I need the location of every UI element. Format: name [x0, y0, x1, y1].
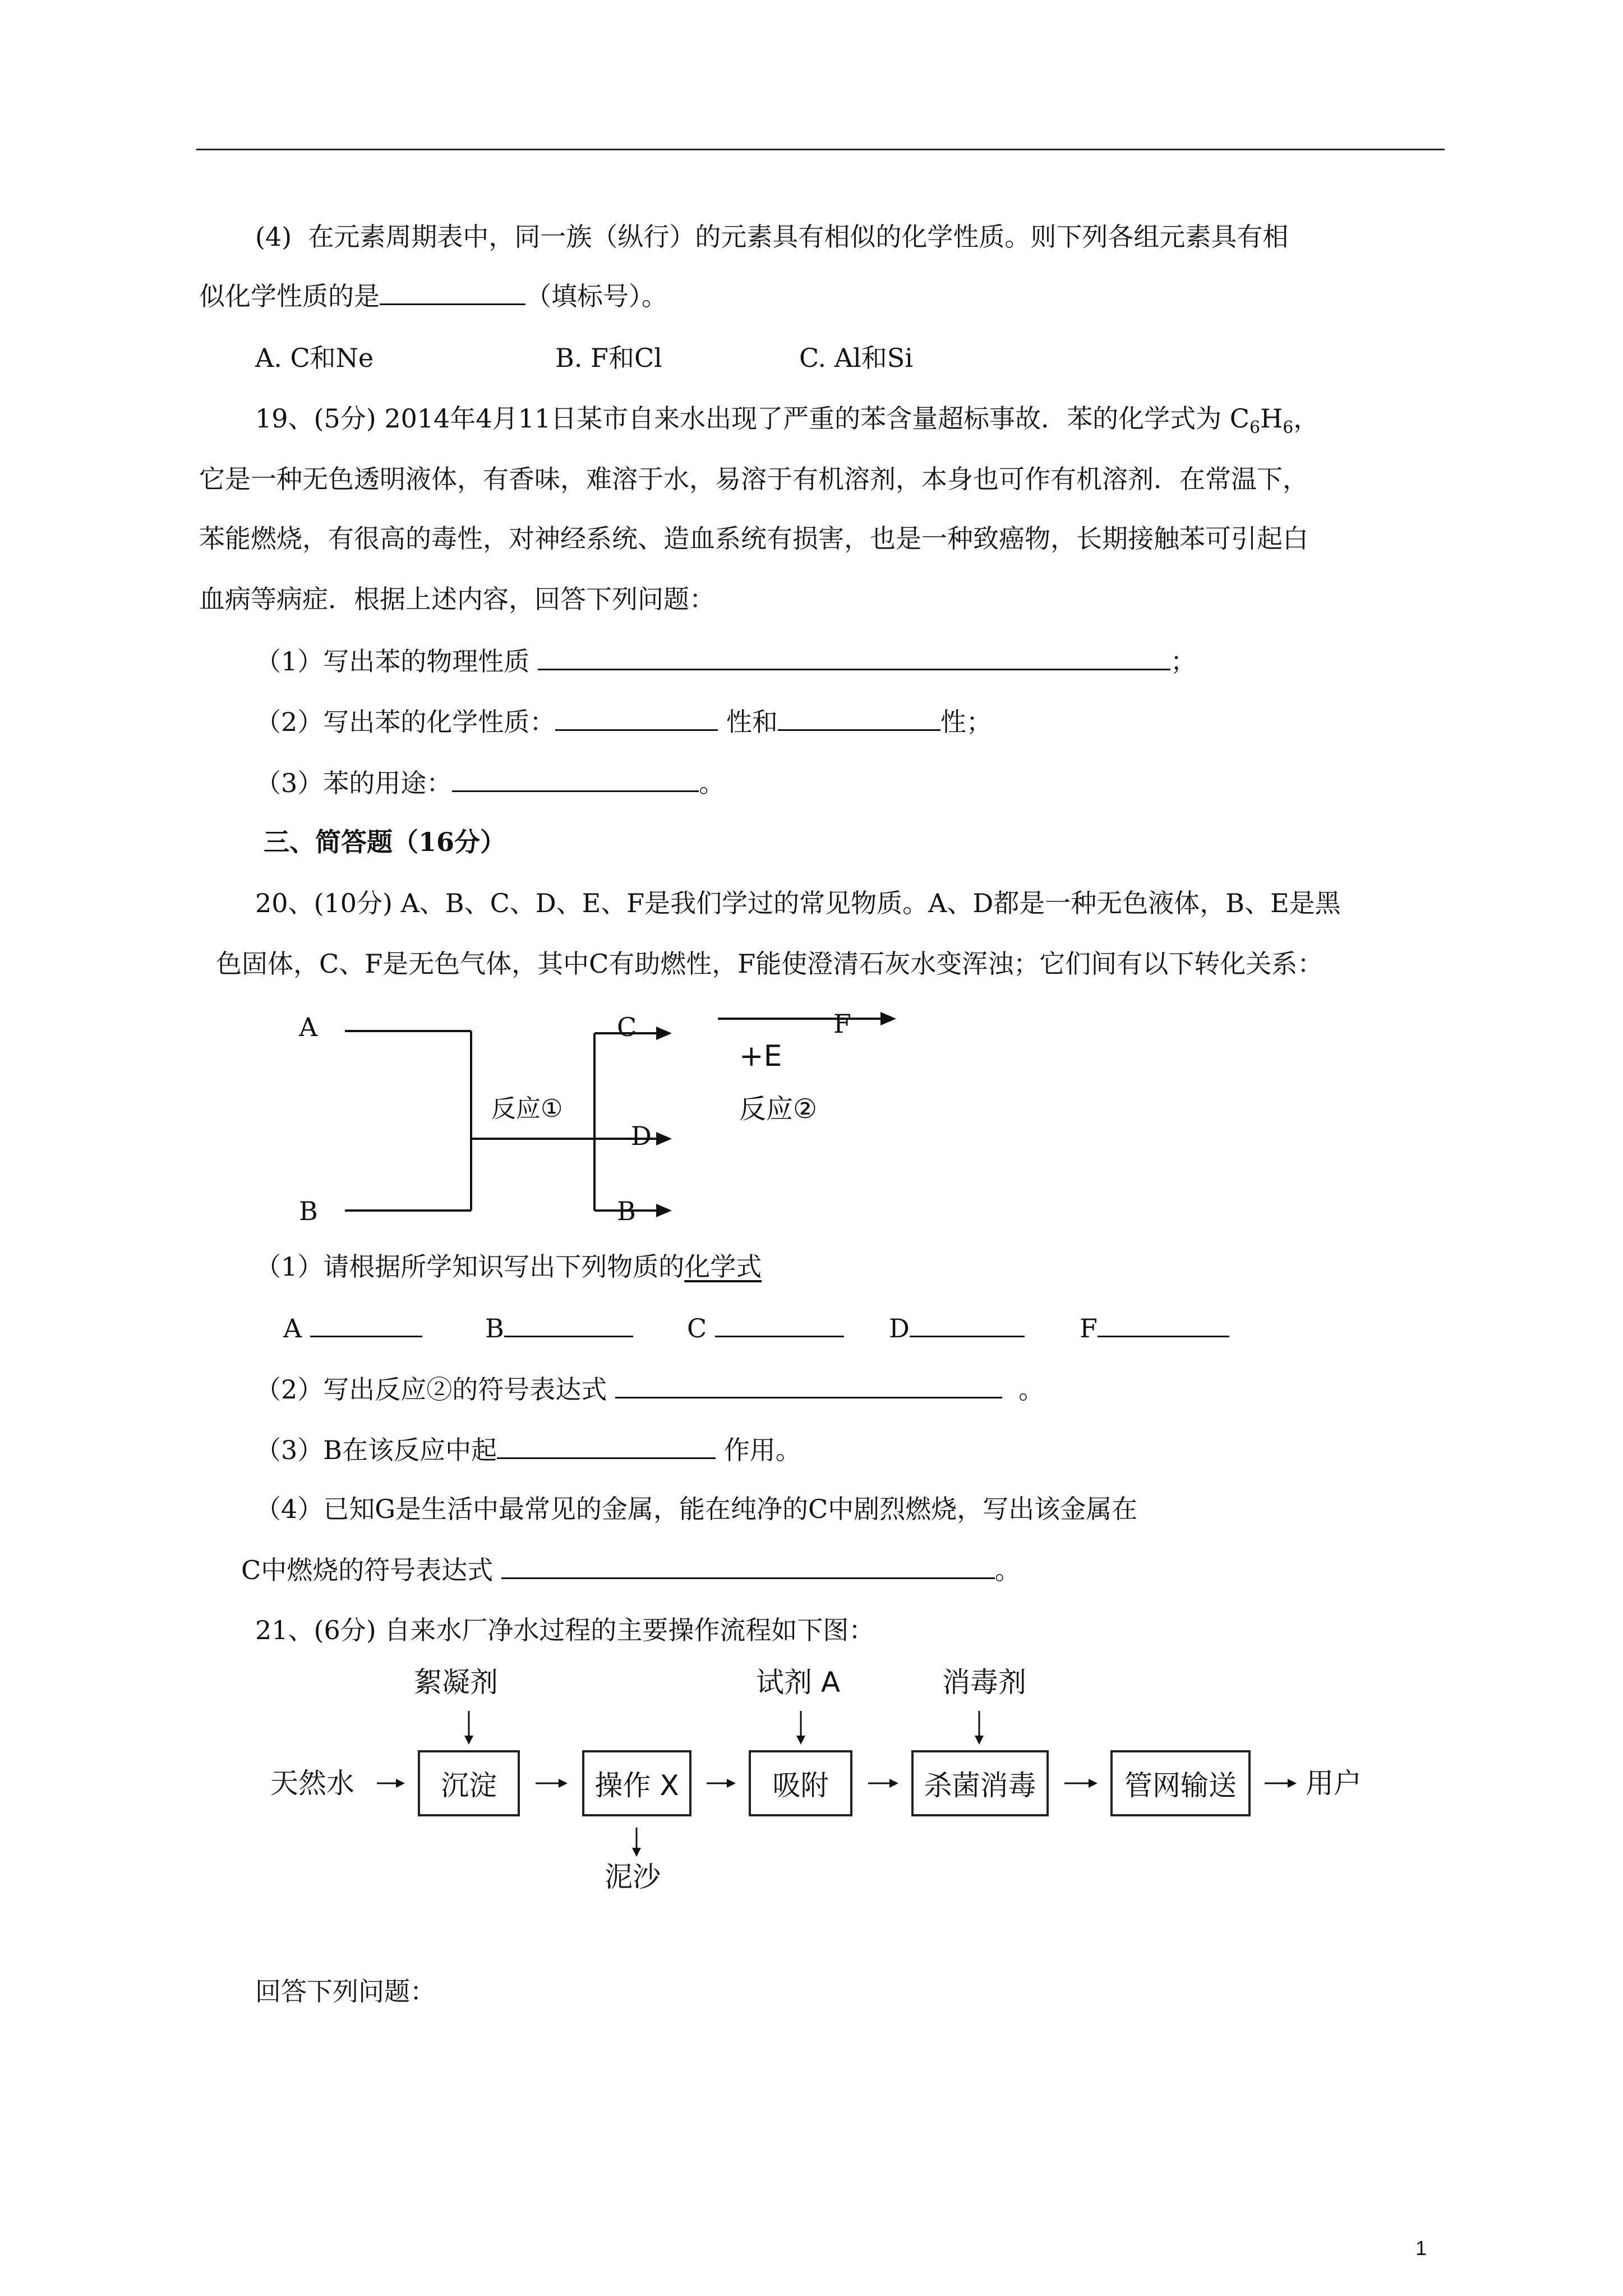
diagram-label-plus-e: +E [739, 1039, 782, 1073]
diagram-label-b-output: B [617, 1196, 636, 1226]
q19-line3: 苯能燃烧，有很高的毒性，对神经系统、造血系统有损害，也是一种致癌物，长期接触苯可引起白 [199, 523, 1308, 554]
punct: 。 [994, 1555, 1021, 1585]
diagram-label-a: A [299, 1012, 318, 1042]
q20-line1: 20、(10分) A、B、C、D、E、F是我们学过的常见物质。A、D都是一种无色液体，B、E是黑 [255, 888, 1341, 918]
flow-output-sediment: 泥沙 [605, 1861, 661, 1893]
q19-line4: 血病等病症．根据上述内容，回答下列问题： [199, 584, 715, 614]
blank-label: F [1080, 1313, 1098, 1343]
flow-input-disinfectant: 消毒剂 [942, 1666, 1026, 1699]
q20-line2: 色固体，C、F是无色气体，其中C有助燃性，F能使澄清石灰水变浑浊；它们间有以下转化关系： [216, 949, 1324, 979]
q18-4-option-c: C. Al和Si [799, 343, 913, 373]
diagram-label-d: D [631, 1121, 652, 1151]
q21-line1: 21、(6分) 自来水厂净水过程的主要操作流程如下图： [255, 1615, 875, 1645]
flow-source-label: 天然水 [270, 1767, 354, 1800]
subscript: 6 [1283, 418, 1294, 438]
blank-label: A [283, 1313, 302, 1343]
flow-end-label: 用户 [1306, 1767, 1362, 1800]
flow-input-reagent-a: 试剂 A [756, 1666, 841, 1699]
q20-part1-prompt: （1）请根据所学知识写出下列物质的 [255, 1251, 685, 1282]
q18-4-text: 在元素周期表中，同一族（纵行）的元素具有相似的化学性质。则下列各组元素具有相 [308, 222, 1289, 252]
q18-4-option-b: B. F和Cl [555, 343, 662, 373]
blank-label: D [889, 1313, 910, 1343]
flow-input-flocculant: 絮凝剂 [414, 1666, 498, 1699]
q20-part4-line1: （4）已知G是生活中最常见的金属，能在纯净的C中剧烈燃烧，写出该金属在 [255, 1494, 1138, 1524]
page-number: 1 [1415, 2237, 1427, 2260]
punct: ； [1170, 646, 1196, 677]
q19-part3-prompt: （3）苯的用途： [255, 768, 453, 798]
formula-h: H [1260, 403, 1283, 434]
flow-step-sedimentation: 沉淀 [418, 1750, 520, 1816]
flow-step-adsorption: 吸附 [749, 1750, 852, 1816]
q19-part2-mid: 性和 [726, 707, 778, 737]
q19-intro: 19、(5分) 2014年4月11日某市自来水出现了严重的苯含量超标事故．苯的化学式为 C [255, 403, 1249, 434]
flow-step-pipe-network: 管网输送 [1110, 1750, 1251, 1816]
q19-part2-end: 性； [940, 707, 992, 737]
q21-answer-prompt: 回答下列问题： [255, 1976, 436, 2007]
q18-4-option-a: A. C和Ne [255, 343, 374, 373]
q18-4-prompt: 似化学性质的是 [199, 281, 380, 311]
punct: 。 [1018, 1374, 1045, 1405]
punct: 。 [699, 768, 725, 798]
q19-line2: 它是一种无色透明液体，有香味，难溶于水，易溶于有机溶剂，本身也可作有机溶剂．在常温下， [199, 464, 1308, 494]
diagram-label-reaction-2: 反应② [739, 1093, 818, 1125]
q20-part3-prompt: （3）B在该反应中起 [255, 1435, 497, 1465]
diagram-label-reaction-1: 反应① [491, 1094, 563, 1123]
flow-step-disinfection: 杀菌消毒 [911, 1750, 1049, 1816]
q19-part2-prompt: （2）写出苯的化学性质： [255, 707, 556, 737]
q18-4-label: (4) [255, 222, 292, 252]
diagram-label-c: C [617, 1012, 637, 1042]
section-heading: 三、简答题（16分） [264, 827, 506, 857]
flow-step-operation-x: 操作 X [582, 1750, 691, 1816]
blank-label: B [485, 1313, 504, 1343]
subscript: 6 [1249, 418, 1261, 438]
q19-part1-prompt: （1）写出苯的物理性质 [255, 646, 530, 677]
blank-label: C [687, 1313, 707, 1343]
q20-part2-prompt: （2）写出反应②的符号表达式 [255, 1374, 607, 1405]
diagram-label-f: F [833, 1009, 851, 1039]
diagram-label-b: B [299, 1196, 318, 1226]
q20-part3-end: 作用。 [723, 1435, 801, 1465]
q20-part1-emphasis: 化学式 [684, 1251, 762, 1282]
q18-4-hint: （填标号）。 [525, 281, 667, 311]
q20-part4-prompt: C中燃烧的符号表达式 [241, 1555, 494, 1585]
punct: ， [1293, 403, 1320, 434]
